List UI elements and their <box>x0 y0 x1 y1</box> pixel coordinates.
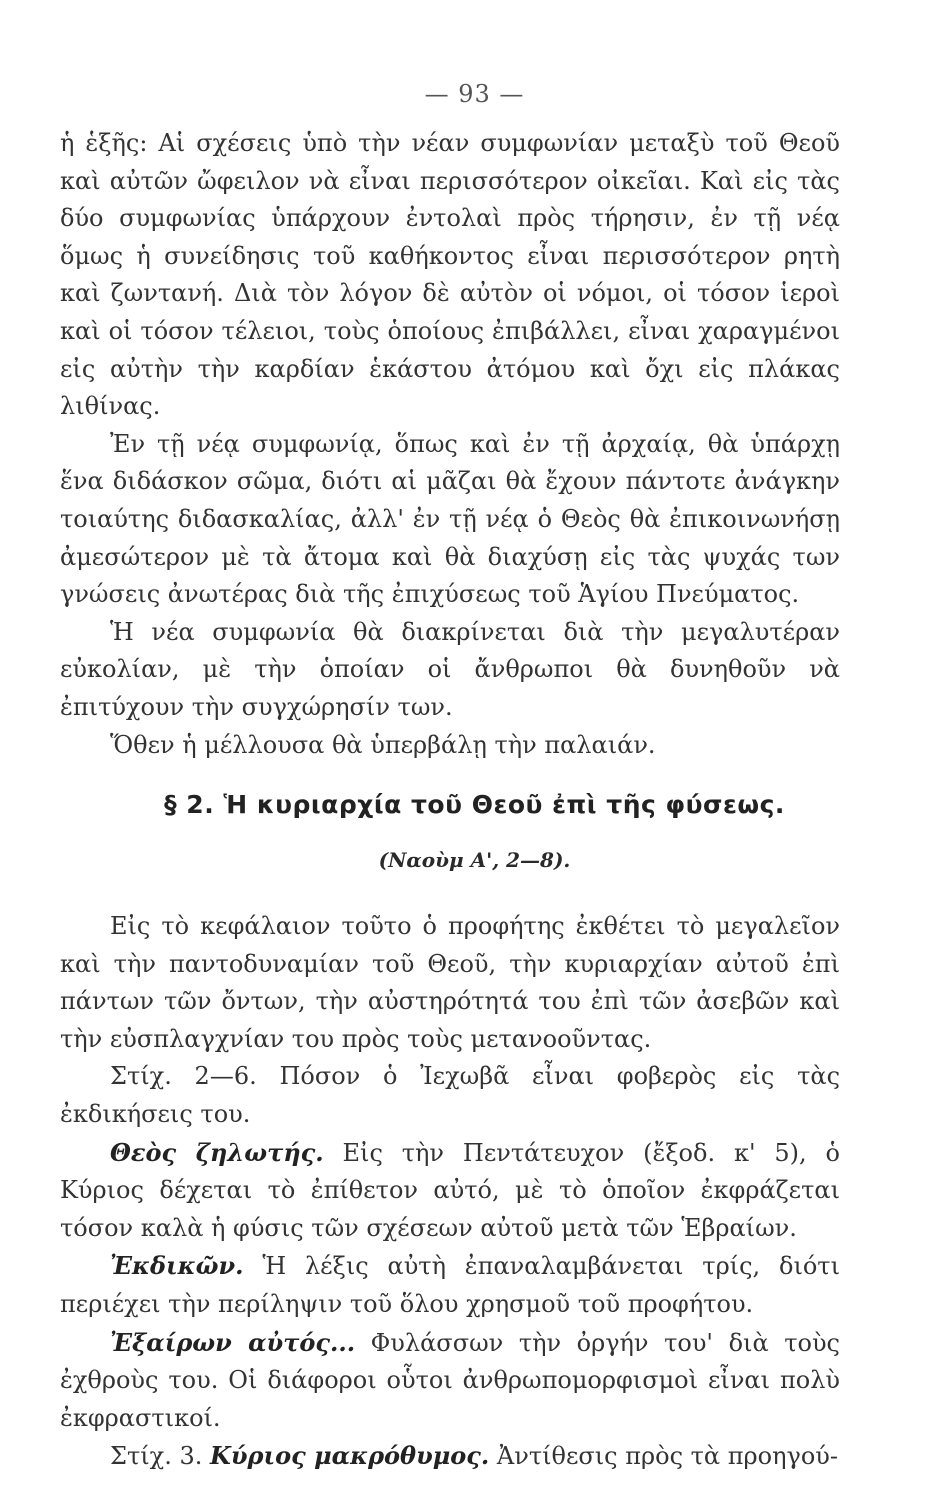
paragraph-conclusion: Ὅθεν ἡ μέλλουσα θὰ ὑπερβάλῃ τὴν παλαιάν. <box>110 730 656 759</box>
note-lead: Στίχ. 2—6. <box>110 1062 257 1091</box>
note-text: Πόσον ὁ Ἰεχωβᾶ εἶναι φοβερὸς εἰς τὰς ἐκδικήσεις του. <box>60 1062 841 1128</box>
page-number: — 93 — <box>424 80 525 108</box>
note-term: Ἐκδικῶν. <box>110 1251 244 1281</box>
paragraph-intro: Εἰς τὸ κεφάλαιον τοῦτο ὁ προφήτης ἐκθέτει τὸ μεγαλεῖον καὶ τὴν παντοδυναμίαν τοῦ Θεοῦ, τὴν κυριαρχίαν αὐτοῦ ἐπὶ πάντων τῶν ὄντων, τὴν αὐστηρότητά του ἐπὶ τῶν ἀσεβῶν καὶ τὴν εὐσπλαγχνίαν του πρὸς τοὺς μετανοοῦντας. <box>60 912 840 1053</box>
note-lead: Στίχ. 3. <box>110 1442 203 1471</box>
section-heading: § 2. Ἡ κυριαρχία τοῦ Θεοῦ ἐπὶ τῆς φύσεως. <box>164 790 785 819</box>
note-verse-3 <box>60 1437 840 1476</box>
note-term: Κύριος μακρόθυμος. <box>210 1441 490 1471</box>
note-term: Θεὸς ζηλωτής. <box>110 1137 324 1167</box>
continued-text <box>60 125 840 764</box>
note-text: Εἰς τὴν Πεντάτευχον (ἔξοδ. κ' 5), ὁ Κύριος δέχεται τὸ ἐπίθετον αὐτό, μὲ τὸ ὁποῖον ἐκφράζεται τόσον καλὰ ἡ φύσις τῶν σχέσεων αὐτοῦ μετὰ τῶν Ἑβραίων. <box>60 1138 840 1242</box>
note-avenging <box>60 1247 840 1323</box>
section-body <box>60 908 840 1476</box>
note-text: Φυλάσσων τὴν ὀργήν του' διὰ τοὺς ἐχθροὺς του. Οἱ διάφοροι οὗτοι ἀνθρωπομορφισμοὶ εἶναι πολὺ ἐκφραστικοί. <box>60 1328 840 1432</box>
note-verse-2-6 <box>60 1058 840 1133</box>
note-text: Ἀντίθεσις πρὸς τὰ προηγού- <box>489 1442 838 1471</box>
paragraph-new-covenant-teaching: Ἐν τῇ νέᾳ συμφωνίᾳ, ὅπως καὶ ἐν τῇ ἀρχαίᾳ, θὰ ὑπάρχῃ ἕνα διδάσκον σῶμα, διότι αἱ μᾶζαι θὰ ἔχουν πάντοτε ἀνάγκην τοιαύτης διδασκαλίας, ἀλλ' ἐν τῇ νέᾳ ὁ Θεὸς θὰ ἐπικοινωνήσῃ ἀμεσώτερον μὲ τὰ ἄτομα καὶ θὰ διαχύσῃ εἰς τὰς ψυχάς των γνώσεις ἀνωτέρας διὰ τῆς ἐπιχύσεως τοῦ Ἁγίου Πνεύματος. <box>60 429 840 609</box>
note-zealous-god <box>60 1134 840 1248</box>
paragraph-new-covenant-forgiveness: Ἡ νέα συμφωνία θὰ διακρίνεται διὰ τὴν μεγαλυτέραν εὐκολίαν, μὲ τὴν ὁποίαν οἱ ἄνθρωποι θὰ δυνηθοῦν νὰ ἐπιτύχουν τὴν συγχώρησίν των. <box>60 617 840 721</box>
paragraph-continued: ἡ ἑξῆς: Αἱ σχέσεις ὑπὸ τὴν νέαν συμφωνίαν μεταξὺ τοῦ Θεοῦ καὶ αὐτῶν ὤφειλον νὰ εἶναι περισσότερον οἰκεῖαι. Καὶ εἰς τὰς δύο συμφωνίας ὑπάρχουν ἐντολαὶ πρὸς τήρησιν, ἐν τῇ νέᾳ ὅμως ἡ συνείδησις τοῦ καθήκοντος εἶναι περισσότερον ρητὴ καὶ ζωντανή. Διὰ τὸν λόγον δὲ αὐτὸν οἱ νόμοι, οἱ τόσον ἱεροὶ καὶ οἱ τόσον τέλειοι, τοὺς ὁποίους ἐπιβάλλει, εἶναι χαραγμένοι εἰς αὐτὴν τὴν καρδίαν ἑκάστου ἀτόμου καὶ ὄχι εἰς πλάκας λιθίνας. <box>60 129 840 421</box>
section-reference: (Ναοὺμ Α', 2—8). <box>378 848 571 872</box>
note-exalting <box>60 1324 840 1438</box>
note-text: Ἡ λέξις αὐτὴ ἐπαναλαμβάνεται τρίς, διότι περιέχει τὴν περίληψιν τοῦ ὅλου χρησμοῦ τοῦ προφήτου. <box>60 1252 840 1318</box>
note-term: Ἐξαίρων αὐτός... <box>110 1327 356 1357</box>
